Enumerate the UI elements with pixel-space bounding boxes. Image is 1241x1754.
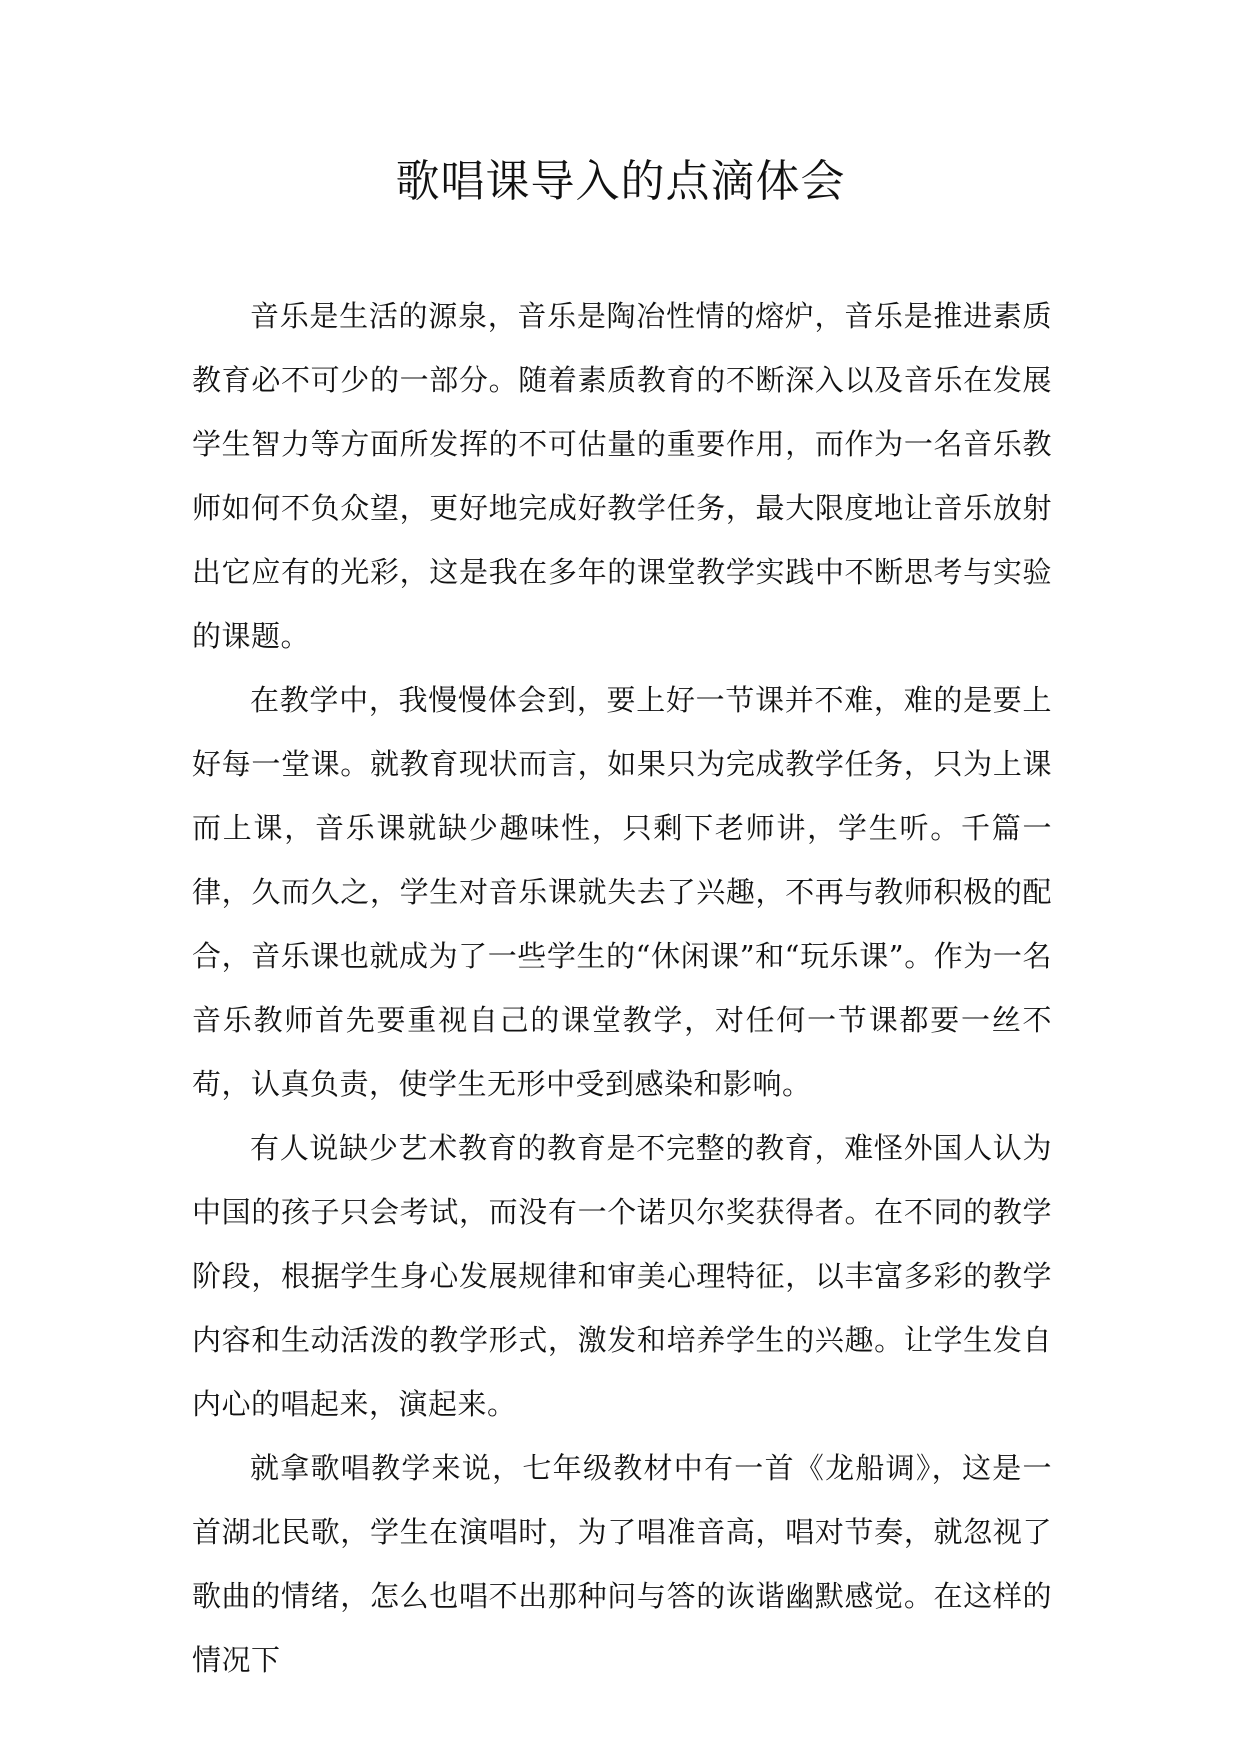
document-title: 歌唱课导入的点滴体会 — [395, 156, 846, 207]
paragraph-4: 就拿歌唱教学来说，七年级教材中有一首《龙船调》，这是一首湖北民歌，学生在演唱时，为了唱准音高，唱对节奏，就忽视了歌曲的情绪，怎么也唱不出那种问与答的诙谐幽默感觉。在这样的情况下 — [192, 1451, 1052, 1677]
paragraph-3: 有人说缺少艺术教育的教育是不完整的教育，难怪外国人认为中国的孩子只会考试，而没有一个诺贝尔奖获得者。在不同的教学阶段，根据学生身心发展规律和审美心理特征，以丰富多彩的教学内容和生动活泼的教学形式，激发和培养学生的兴趣。让学生发自内心的唱起来，演起来。 — [192, 1131, 1052, 1421]
document-body — [192, 284, 1052, 1692]
paragraph-1: 音乐是生活的源泉，音乐是陶冶性情的熔炉，音乐是推进素质教育必不可少的一部分。随着素质教育的不断深入以及音乐在发展学生智力等方面所发挥的不可估量的重要作用，而作为一名音乐教师如何不负众望，更好地完成好教学任务，最大限度地让音乐放射出它应有的光彩，这是我在多年的课堂教学实践中不断思考与实验的课题。 — [192, 299, 1052, 653]
paragraph-2: 在教学中，我慢慢体会到，要上好一节课并不难，难的是要上好每一堂课。就教育现状而言，如果只为完成教学任务，只为上课而上课，音乐课就缺少趣味性，只剩下老师讲，学生听。千篇一律，久而久之，学生对音乐课就失去了兴趣，不再与教师积极的配合，音乐课也就成为了一些学生的“休闲课”和“玩乐课”。作为一名音乐教师首先要重视自己的课堂教学，对任何一节课都要一丝不苟，认真负责，使学生无形中受到感染和影响。 — [192, 683, 1052, 1101]
